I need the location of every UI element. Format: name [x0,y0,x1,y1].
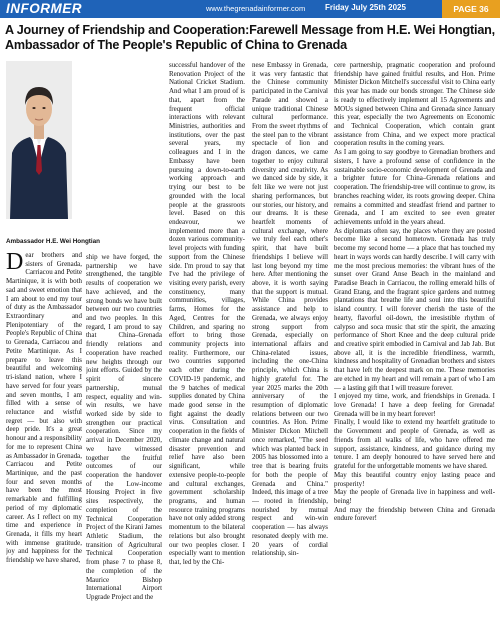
paragraph: I enjoyed my time, work, and friendships in Grenada. I love Grenada! I have a deep feeling for Grenada! Grenada will be in my heart forever! [334,392,495,418]
column-1-text: ear brothers and sisters of Grenada, Carriacou and Petite Martinique, it is with both sad and sweet emotion that I am about to end my tour of duty as the Ambassador Extraordinary and Plenipotentiary of the People's Republic of China to Grenada, Carriacou and Petite Martinique. As I prepare to leave this beautiful and welcoming tri-island nation, where I have served for four years and seven months, I am filled with a sense of reluctance and wistful regret — but also with deep pride. It's a great honour and a responsibility for me to represent China as Ambassador in Grenada, Carriacou and Petite Martinique, and the past four and seven months have been the most remarkable and fulfilling period of my diplomatic career. As I reflect on my time and experience in Grenada, it fills my heart with immense gratitude, joy and happiness for the friendship we have shared, [6,251,82,565]
article-column-2: ship we have forged, the partnership we have strengthened, the tangible results of cooperation we have achieved, and the strong bonds we have built between our two countries and two peoples. In this regard, I am proud to say that China–Grenada friendly relations and cooperation have reached new heights through our joint efforts. Guided by the spirit of sincere partnership, mutual respect, equality and win-win results, we have worked side by side to strengthen our practical cooperation. Since my arrival in December 2020, we have witnessed together the fruitful outcomes of our cooperation the handover of the Low-income Housing Project in five sites respectively, the completion of the Technical Cooperation Project of the Kirani James Athletic Stadium, the transition of Agricultural Technical Cooperation from phase 7 to phase 8, the completion of the Maurice Bishop International Airport Upgrade Project and the [86,253,162,602]
portrait-illustration [6,61,72,219]
masthead-bar [0,0,500,18]
paragraph: May this beautiful country enjoy lasting peace and prosperity! [334,470,495,488]
article-column-4: nese Embassy in Grenada, it was very fantastic that the Chinese community participated in the Carnival Parade and showed a unique traditional Chinese cultural performance. From the sweet rhythms of the steel pan to the vibrant spectacle of lion and dragon dances, we came together to enjoy cultural diversity and creativity. As we danced side by side, it felt like we were not just sharing performances, but our stories, our history, and our dreams. It is these heartfelt moments of cultural exchange, where we truly feel each other's spirit, that have built friendships I believe will last long beyond my time here. After mentioning the above, it is worth saying that the support is mutual. While China provides assistance and help to Grenada, we always enjoy strong support from Grenada, especially on international affairs and China-related issues, including the one-China principle, which China is highly grateful for. The year 2025 marks the 20th anniversary of the resumption of diplomatic relations between our two countries. As Hon. Prime Minister Dickon Mitchell once remarked, "The seed which was planted back in 2005 has blossomed into a tree that is bearing fruits for both the people of Grenada and China." Indeed, this image of a tree — rooted in friendship, nourished by mutual respect and win-win cooperation — has always resonated deeply with me. 20 years of cordial relationship, sin- [252,61,328,558]
page-number-badge: PAGE 36 [442,0,500,18]
newspaper-logo[interactable]: INFORMER [6,1,82,16]
paragraph: cere partnership, pragmatic cooperation and profound friendship have gained fruitful results, and Hon. Prime Minister Dickon Mitchell's successful visit to China early this year has made our bonds stronger. The Chinese side is ready to effectively implement all 15 Agreements and MOUs signed between China and Grenada since January this year, especially the two Agreements on Economic and Technical Cooperation, which contain grant assistance from China, and we expect more practical cooperation results in the coming years. [334,61,495,148]
website-url[interactable]: www.thegrenadainformer.com [206,4,306,13]
drop-cap: D [6,251,24,275]
paragraph: And may the friendship between China and Grenada endure forever! [334,505,495,523]
paragraph: May the people of Grenada live in happiness and well-being! [334,488,495,505]
article-column-5 [334,61,495,641]
ambassador-photo [6,61,72,219]
article-column-1 [6,251,82,641]
paragraph: As diplomats often say, the places where they are posted become like a second hometown. Grenada has truly become my second home — a place that has touched my heart in ways words can hardly describe. I will carry with me the most precious memories: the vibrant hues of the sunset over Grand Anse Beach in the mainland and Paradise Beach in Carriacou, the rolling emerald hills of Grand Etang, and the fragrant spice gardens and nutmeg plantations that breathe life and soul into this beautiful island country. I will forever cherish the taste of the hearty, flavorful oil-down, the irresistible rhythm of calypso and soca music that stir the spirit, the amazing performance of Short Knee and the deep cultural pride and creative spirit embodied in Carnival and Jab Jab. But above all, it is the incredible friendliness, warmth, kindness and hospitality of Grenadian brothers and sisters that have left the deepest mark on me. These memories are etched in my heart and will remain a part of who I am — a lasting gift that I will treasure forever. [334,226,495,392]
photo-caption: Ambassador H.E. Wei Hongtian [6,238,101,245]
paragraph: Finally, I would like to extend my heartfelt gratitude to the Government and people of Grenada, as well as friends from all walks of life, who have offered me support, assistance, kindness, and guidance during my tenure. I am deeply honoured to have served here and grateful for the unforgettable moments we have shared. [334,418,495,471]
article-headline: A Journey of Friendship and Cooperation:Farewell Message from H.E. Wei Hongtian, Ambassador of The People's Republic of China to Grenada [5,23,495,52]
paragraph: As I am going to say goodbye to Grenadian brothers and sisters, I have a profound sense of confidence in the sustainable socio-economic development of Grenada and a brighter future for China–Grenada relations and cooperation. The friendship-tree will continue to grow, its branches reaching wider, its roots growing deeper. China remains a committed and steadfast friend and partner to Grenada, and I am excited to see even greater achievements unfold in the years ahead. [334,148,495,226]
issue-date: Friday July 25th 2025 [325,3,406,12]
article-column-3: successful handover of the Renovation Project of the National Cricket Stadium. And what I am proud of is that, apart from the frequent official interactions with relevant Ministries, authorities and institutions, over the past several years, my colleagues and I in the Embassy have been pursuing a down-to-earth working approach and trying our best to be grounded with the local people at the grassroots level. Based on this endeavour, we implemented more than a dozen various community-level projects with funding support from the Chinese side. I'm proud to say that I've had the privilege of visiting every parish, every constituency, many communities, villages, farms, Homes for the Aged, Centres for the Children, and sparing no effort to bring those community projects into reality. Furthermore, our two countries supported each other during the COVID-19 pandemic, and the 9 batches of medical supplies donated by China made good sense in the fight against the deadly virus. Consultation and cooperation in the fields of climate change and natural disaster prevention and relief have also been significant, while extensive people-to-people and cultural exchanges, government scholarship programs, and human resource training programs have not only added strong momentum to the bilateral relations but also brought our two peoples closer. I especially want to mention that, led by the Chi- [169,61,245,566]
